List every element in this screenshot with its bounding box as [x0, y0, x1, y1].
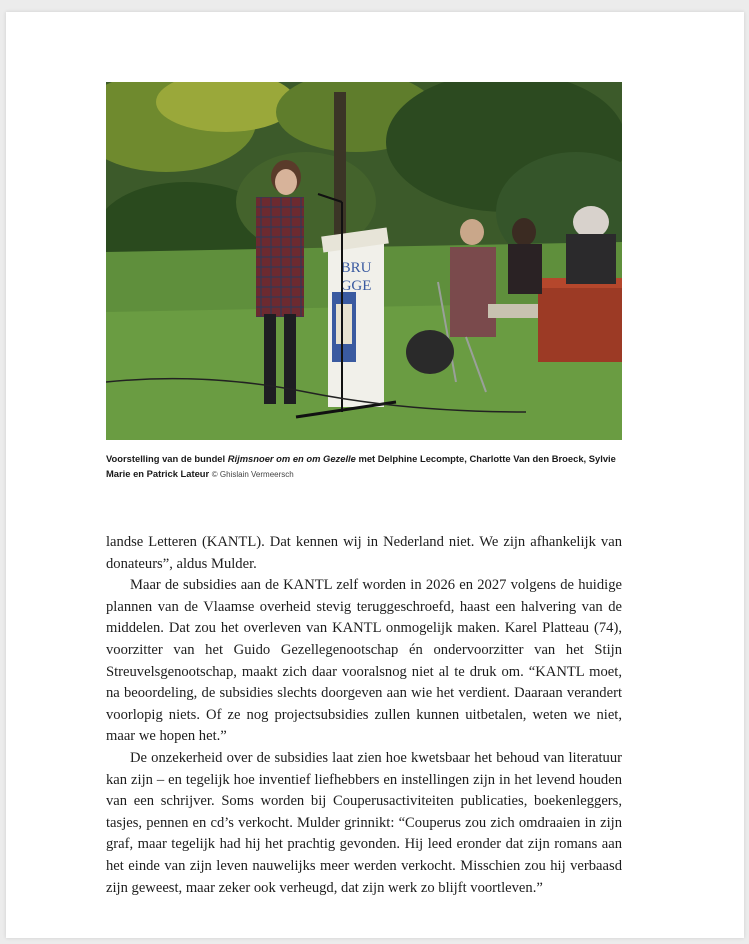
paragraph: Maar de subsidies aan de KANTL zelf worden in 2026 en 2027 volgens de huidige plannen van de Vlaamse overheid stevig teruggeschroefd, haast een halvering van de middelen. Dat zou het overleven van KANTL onmogelijk maken. Karel Platteau (74), voorzitter van het Guido Gezellegenootschap én ondervoorzitter van het Stijn Streuvelsgenootschap, maakt zich daar vooralsnog niet al te druk om. “KANTL moet, na beoordeling, de subsidies slechts doorgeven aan wie het verdient. Daaraan verandert voorlopig niets. Of ze nog projectsubsidies zullen kunnen uitbetalen, weten we niet, maar we hopen het.” [106, 577, 622, 745]
photo-caption [106, 452, 626, 482]
paragraph: De onzekerheid over de subsidies laat zien hoe kwetsbaar het behoud van literatuur kan zijn – en tegelijk hoe inventief liefhebbers en instellingen zijn in het levend houden van een schrijver. Soms worden bij Couperusactiviteiten publicaties, boekenleggers, tasjes, pennen en cd’s verkocht. Mulder grinnikt: “Couperus zou zich omdraaien in zijn graf, maar tegelijk had hij het prachtig gevonden. Hij leed eronder dat zijn romans aan het einde van zijn leven nauwelijks meer werden verkocht. Misschien zou hij verbaasd zijn geweest, maar zeker ook verheugd, dat zijn werk zo blijft voortleven.” [106, 749, 622, 896]
paragraph: landse Letteren (KANTL). Dat kennen wij in Nederland niet. We zijn afhankelijk van donateurs”, aldus Mulder. [106, 534, 622, 572]
caption-book-title: Rijmsnoer om en om Gezelle [227, 453, 356, 464]
photo-credit: © Ghislain Vermeersch [211, 469, 294, 479]
lectern-sign-line1: BRU [340, 260, 372, 276]
magazine-page [6, 12, 744, 938]
event-photo [106, 82, 622, 440]
article-body [106, 532, 622, 899]
event-photo-illustration [106, 82, 622, 440]
caption-prefix: Voorstelling van de bundel [106, 453, 228, 464]
caption-suffix: met Delphine Lecompte, Charlotte Van den Broeck, Sylvie Marie en Patrick Lateur [106, 453, 616, 479]
lectern-sign-line2: GGE [340, 278, 372, 294]
